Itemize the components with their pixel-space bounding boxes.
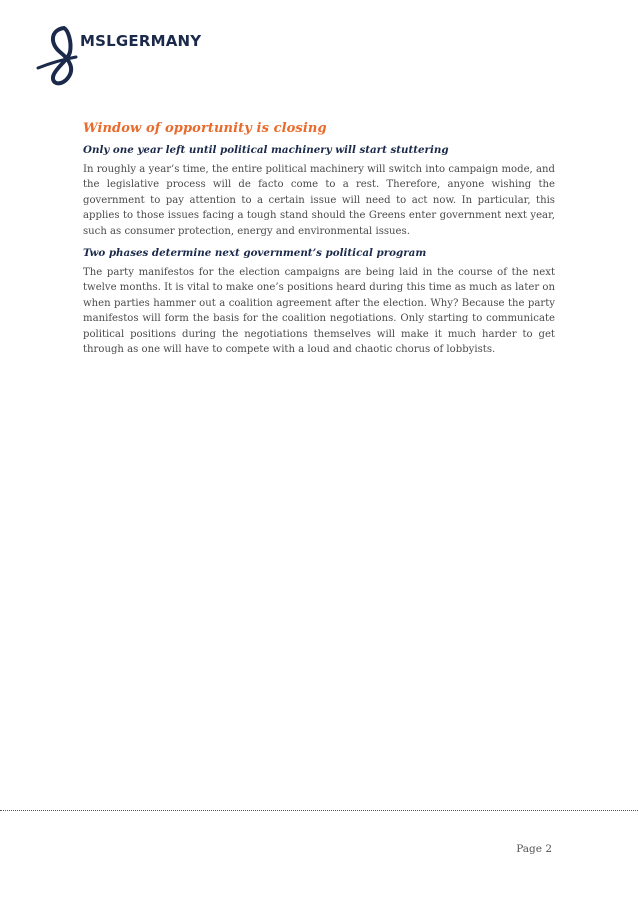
section-body-one: In roughly a year’s time, the entire political machinery will switch into campaign mode, and the legislative process will de facto come to a rest. Therefore, anyone wishing the government to pay attention to a certain issue will need to act now. In particular, this applies to those issues facing a tough stand should the Greens enter government next year, such as consumer protection, energy and environmental issues.: [83, 164, 555, 237]
logo-wordmark: MSLGERMANY: [80, 32, 202, 50]
footer-divider: [0, 810, 638, 811]
article-title: Window of opportunity is closing: [83, 121, 327, 136]
article-content: [83, 121, 555, 365]
msl-germany-logo: [36, 24, 201, 88]
page-number: Page 2: [516, 843, 552, 855]
section-heading-one: Only one year left until political machinery will start stuttering: [83, 144, 449, 156]
msl-figure-eight-icon: [36, 24, 86, 88]
section-body-two: The party manifestos for the election campaigns are being laid in the course of the next twelve months. It is vital to make one’s positions heard during this time as much as later on when parties hammer out a coalition agreement after the election. Why? Because the party manifestos will form the basis for the coalition negotiations. Only starting to communicate political positions during the negotiations themselves will make it much harder to get through as one will have to compete with a loud and chaotic chorus of lobbyists.: [83, 267, 555, 356]
section-heading-two: Two phases determine next government’s political program: [83, 247, 427, 260]
